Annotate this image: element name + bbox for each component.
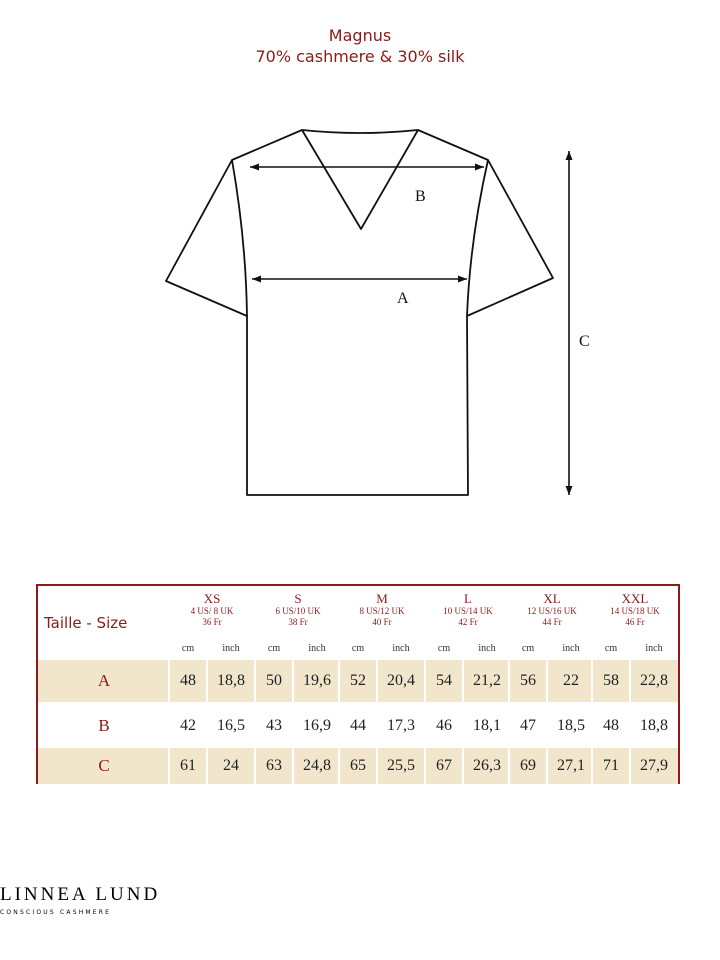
column-divider: [338, 706, 340, 746]
brand-logo: [0, 884, 160, 906]
size-header-2: [340, 592, 424, 640]
size-name: XL: [543, 591, 561, 606]
column-divider: [546, 706, 548, 746]
brand-name: LINNEA LUND: [0, 884, 161, 905]
unit-label-cm: cm: [604, 642, 618, 654]
unit-label-inch: inch: [222, 642, 240, 654]
unit-label-cm: cm: [181, 642, 195, 654]
column-divider: [591, 748, 593, 784]
label-c: C: [579, 333, 590, 350]
column-divider: [546, 748, 548, 784]
value-cm: 46: [436, 717, 452, 734]
column-divider: [206, 706, 208, 746]
size-header-1: [256, 592, 340, 640]
brand-tagline-wrap: [0, 909, 111, 916]
value-cm: 48: [603, 717, 619, 734]
size-chart-table: [36, 584, 680, 784]
tshirt-right-sleeve-seam: [467, 160, 488, 316]
size-name: L: [464, 591, 472, 606]
value-inch: 22: [563, 672, 579, 689]
size-header-5: [593, 592, 677, 640]
value-cm: 47: [520, 717, 536, 734]
value-cm: 58: [603, 672, 619, 689]
size-header-3: [426, 592, 510, 640]
size-us-uk: 14 US/18 UK: [610, 606, 660, 616]
unit-label-inch: inch: [645, 642, 663, 654]
value-inch: 25,5: [387, 757, 415, 774]
column-divider: [292, 748, 294, 784]
size-name: XXL: [621, 591, 649, 606]
column-divider: [424, 660, 426, 702]
size-header-4: [510, 592, 594, 640]
label-a: A: [397, 290, 409, 307]
unit-label-cm: cm: [267, 642, 281, 654]
column-divider: [508, 706, 510, 746]
value-inch: 16,5: [217, 717, 245, 734]
column-divider: [424, 748, 426, 784]
column-divider: [168, 706, 170, 746]
value-cm: 43: [266, 717, 282, 734]
unit-label-inch: inch: [308, 642, 326, 654]
size-us-uk: 6 US/10 UK: [275, 606, 321, 616]
value-inch: 21,2: [473, 672, 501, 689]
size-fr: 36 Fr: [202, 617, 222, 627]
value-cm: 44: [350, 717, 366, 734]
column-divider: [206, 748, 208, 784]
value-cm: 56: [520, 672, 536, 689]
size-name: XS: [203, 591, 221, 606]
column-divider: [629, 748, 631, 784]
value-inch: 18,1: [473, 717, 501, 734]
column-divider: [376, 706, 378, 746]
tshirt-left-sleeve-seam: [232, 160, 247, 316]
value-cm: 69: [520, 757, 536, 774]
size-fr: 38 Fr: [288, 617, 308, 627]
size-fr: 44 Fr: [542, 617, 562, 627]
unit-label-inch: inch: [562, 642, 580, 654]
size-row-0: [38, 660, 678, 702]
column-divider: [629, 706, 631, 746]
column-divider: [424, 706, 426, 746]
value-cm: 42: [180, 717, 196, 734]
size-name: M: [376, 591, 388, 606]
size-row-2: [38, 748, 678, 784]
unit-label-cm: cm: [521, 642, 535, 654]
column-divider: [462, 706, 464, 746]
value-inch: 20,4: [387, 672, 415, 689]
row-label: B: [98, 716, 110, 735]
size-row-1: [38, 706, 678, 746]
column-divider: [591, 660, 593, 702]
value-cm: 52: [350, 672, 366, 689]
value-inch: 18,8: [640, 717, 668, 734]
value-cm: 50: [266, 672, 282, 689]
column-divider: [338, 660, 340, 702]
tshirt-outline: [166, 130, 553, 495]
label-b: B: [415, 188, 426, 205]
size-table-heading: Taille - Size: [44, 614, 128, 632]
unit-label-inch: inch: [392, 642, 410, 654]
product-name: Magnus: [328, 26, 392, 45]
column-divider: [292, 660, 294, 702]
value-inch: 27,9: [640, 757, 668, 774]
column-divider: [292, 706, 294, 746]
tshirt-neckline: [302, 130, 418, 229]
material-composition: 70% cashmere & 30% silk: [255, 47, 465, 66]
value-inch: 18,5: [557, 717, 585, 734]
size-name: S: [294, 591, 302, 606]
value-inch: 26,3: [473, 757, 501, 774]
column-divider: [462, 660, 464, 702]
value-inch: 16,9: [303, 717, 331, 734]
value-cm: 67: [436, 757, 452, 774]
column-divider: [338, 748, 340, 784]
value-cm: 65: [350, 757, 366, 774]
value-inch: 27,1: [557, 757, 585, 774]
column-divider: [206, 660, 208, 702]
value-inch: 24: [223, 757, 239, 774]
size-fr: 42 Fr: [458, 617, 478, 627]
column-divider: [376, 660, 378, 702]
value-cm: 63: [266, 757, 282, 774]
column-divider: [508, 660, 510, 702]
size-us-uk: 10 US/14 UK: [443, 606, 493, 616]
value-inch: 19,6: [303, 672, 331, 689]
value-inch: 18,8: [217, 672, 245, 689]
column-divider: [591, 706, 593, 746]
column-divider: [254, 748, 256, 784]
row-label: C: [98, 756, 110, 775]
unit-label-inch: inch: [478, 642, 496, 654]
value-cm: 48: [180, 672, 196, 689]
row-label: A: [97, 671, 111, 690]
size-fr: 40 Fr: [372, 617, 392, 627]
column-divider: [376, 748, 378, 784]
value-cm: 54: [436, 672, 452, 689]
size-header-0: [170, 592, 254, 640]
brand-tagline: CONSCIOUS CASHMERE: [0, 909, 112, 916]
unit-label-cm: cm: [437, 642, 451, 654]
column-divider: [462, 748, 464, 784]
column-divider: [168, 660, 170, 702]
column-divider: [546, 660, 548, 702]
column-divider: [168, 748, 170, 784]
value-cm: 71: [603, 757, 619, 774]
size-fr: 46 Fr: [625, 617, 645, 627]
column-divider: [508, 748, 510, 784]
unit-label-cm: cm: [351, 642, 365, 654]
column-divider: [629, 660, 631, 702]
size-us-uk: 12 US/16 UK: [527, 606, 577, 616]
value-inch: 22,8: [640, 672, 668, 689]
size-us-uk: 4 US/ 8 UK: [190, 606, 234, 616]
column-divider: [254, 706, 256, 746]
value-inch: 24,8: [303, 757, 331, 774]
size-us-uk: 8 US/12 UK: [359, 606, 405, 616]
column-divider: [254, 660, 256, 702]
value-cm: 61: [180, 757, 196, 774]
value-inch: 17,3: [387, 717, 415, 734]
